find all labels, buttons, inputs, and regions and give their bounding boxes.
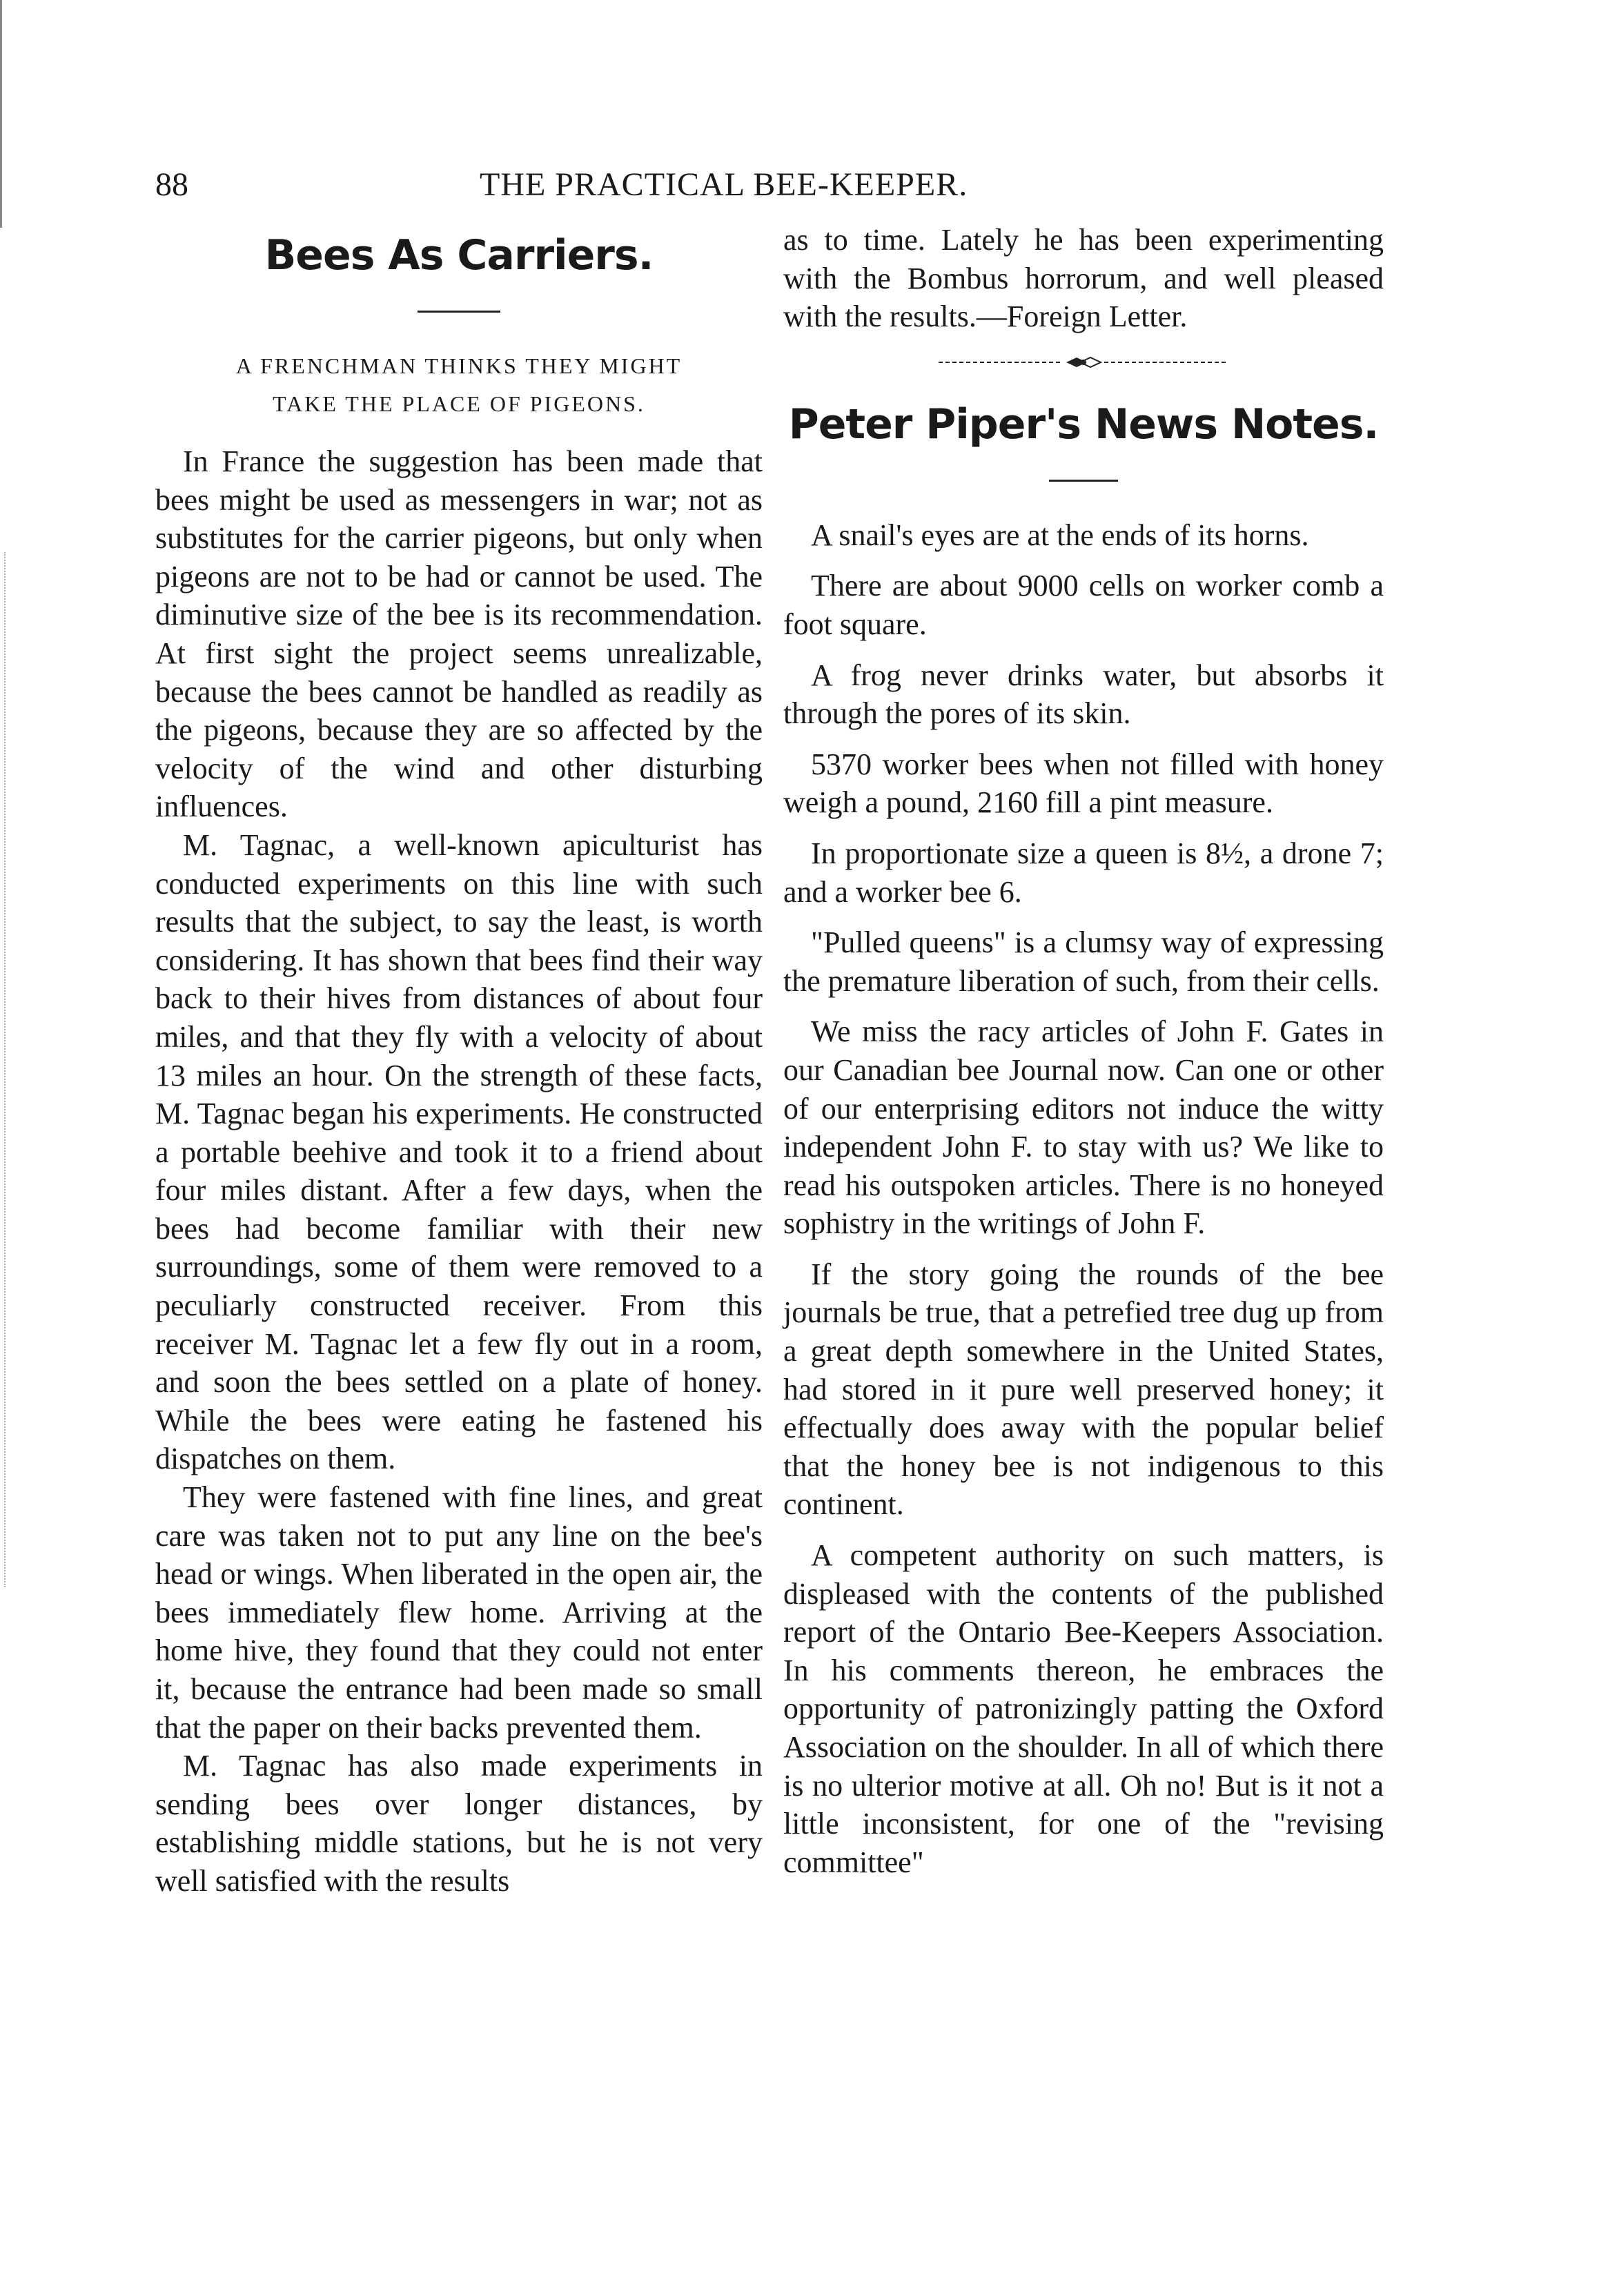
paragraph: A competent authority on such matters, is displeased with the contents of the published report of the Ontario Bee-Keepers Association. In his comments thereon, he embraces the opportunity of patronizingly patting the Oxford Association on the shoulder. In all of which there is no ulterior motive at all. Oh no! But is it not a little inconsistent, for one of the "revising committee": [783, 1538, 1384, 1879]
paragraph: A frog never drinks water, but absorbs it through the pores of its skin.: [783, 658, 1384, 731]
article-subhead: [155, 347, 763, 423]
continued-paragraph: as to time. Lately he has been experimenting with the Bombus horrorum, and well pleased with the results.—Foreign Letter.: [783, 223, 1384, 334]
article-title-news-notes: Peter Piper's News Notes.: [788, 400, 1379, 449]
left-column: [155, 221, 763, 1901]
page-header: [155, 166, 1439, 214]
paragraph: 5370 worker bees when not filled with honey weigh a pound, 2160 fill a pint measure.: [783, 747, 1384, 820]
paragraph: There are about 9000 cells on worker comb a foot square.: [783, 569, 1384, 641]
paragraph: "Pulled queens" is a clumsy way of expressing the premature liberation of such, from their cells.: [783, 925, 1384, 998]
paragraph: In France the suggestion has been made that bees might be used as messengers in war; not as substitutes for the carrier pigeons, but only when pigeons are not to be had or cannot be used. The diminutive size of the bee is its recommendation. At first sight the project seems unrealizable, because the bees cannot be handled as readily as the pigeons, because they are so affected by the velocity of the wind and other disturbing influences.: [155, 444, 763, 824]
scan-edge-dots: [4, 552, 8, 1587]
paragraph: M. Tagnac has also made experiments in sending bees over longer distances, by establishing middle stations, but he is not very well satisfied with the results: [155, 1749, 763, 1898]
subhead-line-2: TAKE THE PLACE OF PIGEONS.: [273, 391, 645, 416]
scan-edge-mark: [0, 0, 17, 228]
running-head: THE PRACTICAL BEE-KEEPER.: [480, 166, 968, 203]
page-number: 88: [155, 166, 188, 203]
article-title-bees-as-carriers: Bees As Carriers.: [264, 231, 654, 279]
paragraph: A snail's eyes are at the ends of its horns.: [811, 518, 1309, 552]
paragraph: M. Tagnac, a well-known apiculturist has conducted experiments on this line with such results that the subject, to say the least, is worth considering. It has shown that bees find their way back to their hives from distances of about four miles, and that they fly with a velocity of about 13 miles an hour. On the strength of these facts, M. Tagnac began his experiments. He constructed a portable beehive and took it to a friend about four miles distant. After a few days, when the bees had become familiar with their new surroundings, some of them were removed to a peculiarly constructed receiver. From this receiver M. Tagnac let a few fly out in a room, and soon the bees settled on a plate of honey. While the bees were eating he fastened his dispatches on them.: [155, 827, 763, 1476]
ornament-separator: [939, 355, 1228, 369]
title-rule: [418, 311, 500, 313]
paragraph: If the story going the rounds of the bee journals be true, that a petrefied tree dug up from a great depth somewhere in the United States, had stored in it pure well preserved honey; it effectually does away with the popular belief that the honey bee is not indigenous to this continent.: [783, 1257, 1384, 1522]
paragraph: In proportionate size a queen is 8½, a drone 7; and a worker bee 6.: [783, 836, 1384, 909]
paragraph: We miss the racy articles of John F. Gates in our Canadian bee Journal now. Can one or other of our enterprising editors not induce the witty independent John F. to stay with us? We like to read his outspoken articles. There is no honeyed sophistry in the writings of John F.: [783, 1014, 1384, 1241]
subhead-line-1: A FRENCHMAN THINKS THEY MIGHT: [235, 353, 683, 378]
paragraph: They were fastened with fine lines, and great care was taken not to put any line on the bee's head or wings. When liberated in the open air, the bees immediately flew home. Arriving at the home hive, they found that they could not enter it, because the entrance had been made so small that the paper on their backs prevented them.: [155, 1480, 763, 1745]
right-column: [783, 221, 1384, 1881]
title-rule: [1049, 480, 1118, 482]
